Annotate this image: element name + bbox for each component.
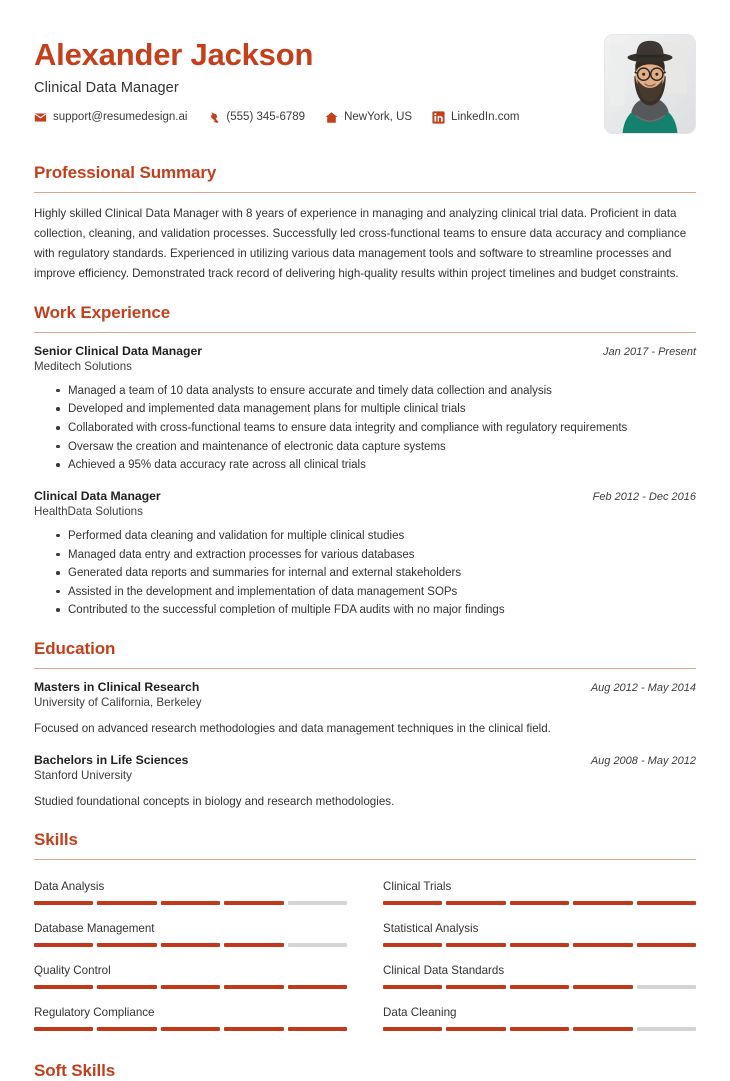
list-item: Generated data reports and summaries for internal and external stakeholders — [56, 564, 696, 583]
skill-rating-segment — [34, 1027, 93, 1031]
skill-rating-segment — [573, 943, 632, 947]
skill-name: Regulatory Compliance — [34, 1006, 155, 1020]
skill-rating-bar — [34, 985, 347, 989]
contact-phone-label: (555) 345-6789 — [226, 111, 306, 124]
professional-summary-text: Highly skilled Clinical Data Manager with 8 years of experience in managing and analyzing clinical trial data. Proficient in data collection, cleaning, and validation processes. Successfully led cross-functional teams to ensure data accuracy and compliance with regulatory standards. Experienced in utilizing various data management tools and software to streamline processes and improve efficiency. Demonstrated track record of delivering high-quality results within project timelines and budget constraints. — [34, 207, 687, 280]
section-title-soft-skills: Soft Skills — [34, 1061, 116, 1081]
skill-item — [383, 913, 696, 955]
work-entry — [34, 489, 696, 620]
contact-email-label: support@resumedesign.ai — [53, 111, 188, 124]
work-entry-bullets — [34, 527, 696, 620]
education-degree: Bachelors in Life Sciences — [34, 752, 189, 767]
skill-item — [34, 955, 347, 997]
education-entry — [34, 680, 696, 739]
skill-rating-segment — [224, 901, 283, 905]
skill-rating-segment — [288, 1027, 347, 1031]
skill-item — [34, 997, 347, 1039]
skill-rating-segment — [446, 985, 505, 989]
education-school: Stanford University — [34, 768, 132, 782]
education-entry-header — [34, 680, 696, 694]
section-divider — [34, 332, 696, 333]
section-divider — [34, 192, 696, 193]
skill-name: Data Analysis — [34, 880, 105, 894]
skill-rating-segment — [34, 943, 93, 947]
contact-row — [34, 111, 539, 124]
section-title-professional-summary: Professional Summary — [34, 163, 217, 182]
contact-location[interactable] — [325, 111, 412, 124]
skill-rating-segment — [97, 985, 156, 989]
education-entry-header — [34, 753, 696, 767]
skill-rating-segment — [288, 985, 347, 989]
skill-rating-bar — [34, 1027, 347, 1031]
section-soft-skills — [34, 1061, 696, 1081]
profile-photo — [604, 34, 696, 134]
section-skills — [34, 830, 696, 1039]
skill-item — [383, 871, 696, 913]
skill-rating-segment — [97, 901, 156, 905]
skill-rating-segment — [637, 901, 696, 905]
skill-rating-segment — [573, 1027, 632, 1031]
section-title-work-experience: Work Experience — [34, 302, 171, 322]
list-item: Developed and implemented data management plans for multiple clinical trials — [56, 400, 696, 419]
linkedin-icon — [432, 111, 445, 124]
list-item: Performed data cleaning and validation for multiple clinical studies — [56, 527, 696, 546]
skill-name: Data Cleaning — [383, 1006, 457, 1020]
education-school: University of California, Berkeley — [34, 696, 202, 709]
skill-rating-segment — [510, 901, 569, 905]
skill-name: Database Management — [34, 922, 155, 936]
skill-rating-segment — [446, 901, 505, 905]
list-item: Contributed to the successful completion of multiple FDA audits with no major findings — [56, 601, 696, 620]
work-entry-role: Senior Clinical Data Manager — [34, 343, 202, 358]
list-item: Assisted in the development and implementation of data management SOPs — [56, 583, 696, 602]
section-title-skills: Skills — [34, 830, 78, 850]
skill-rating-segment — [510, 985, 569, 989]
skill-rating-segment — [383, 943, 442, 947]
work-entry-organization: HealthData Solutions — [34, 504, 143, 518]
work-entry — [34, 344, 696, 475]
contact-linkedin[interactable] — [432, 111, 519, 124]
skill-rating-segment — [637, 1027, 696, 1031]
skill-name: Clinical Trials — [383, 880, 452, 894]
skill-item — [34, 871, 347, 913]
skill-item — [383, 955, 696, 997]
phone-icon — [207, 111, 220, 124]
education-date: Aug 2012 - May 2014 — [590, 682, 696, 694]
contact-email[interactable] — [34, 111, 187, 124]
skill-rating-segment — [637, 985, 696, 989]
skill-rating-segment — [446, 1027, 505, 1031]
skills-grid — [34, 871, 696, 1039]
skill-rating-segment — [288, 901, 347, 905]
candidate-job-title: Clinical Data Manager — [34, 79, 179, 96]
education-description: Focused on advanced research methodologies and data management techniques in the clinical field. — [34, 722, 551, 735]
skill-rating-segment — [510, 943, 569, 947]
skill-rating-segment — [34, 901, 93, 905]
skill-rating-segment — [161, 943, 220, 947]
section-title-education: Education — [34, 639, 116, 658]
education-date: Aug 2008 - May 2012 — [590, 754, 696, 767]
skill-name: Quality Control — [34, 964, 111, 978]
skill-rating-bar — [383, 985, 696, 989]
profile-photo-illustration — [605, 35, 695, 133]
contact-location-label: NewYork, US — [344, 111, 413, 124]
work-entry-date: Feb 2012 - Dec 2016 — [592, 490, 696, 503]
list-item: Achieved a 95% data accuracy rate across all clinical trials — [56, 456, 696, 475]
section-education — [34, 639, 696, 811]
skill-rating-bar — [383, 1027, 696, 1031]
skill-rating-segment — [161, 1027, 220, 1031]
skill-item — [34, 913, 347, 955]
list-item: Managed a team of 10 data analysts to ensure accurate and timely data collection and analysis — [56, 382, 696, 401]
skill-rating-segment — [510, 1027, 569, 1031]
skill-rating-bar — [383, 901, 696, 905]
contact-phone[interactable] — [207, 111, 305, 124]
home-icon — [325, 111, 338, 124]
skill-rating-segment — [573, 985, 632, 989]
skill-rating-segment — [97, 943, 156, 947]
skill-rating-bar — [34, 901, 347, 905]
skill-rating-segment — [383, 1027, 442, 1031]
skill-rating-segment — [224, 1027, 283, 1031]
candidate-name: Alexander Jackson — [34, 37, 314, 72]
list-item: Managed data entry and extraction processes for various databases — [56, 546, 696, 565]
list-item: Oversaw the creation and maintenance of electronic data capture systems — [56, 438, 696, 457]
section-divider — [34, 668, 696, 669]
skill-name: Statistical Analysis — [383, 922, 479, 936]
list-item: Collaborated with cross-functional teams to ensure data integrity and compliance with regulatory requirements — [56, 419, 696, 438]
skill-rating-segment — [161, 901, 220, 905]
skill-rating-bar — [383, 943, 696, 947]
work-entry-header — [34, 344, 696, 358]
skill-rating-segment — [97, 1027, 156, 1031]
skill-rating-segment — [573, 901, 632, 905]
skill-rating-segment — [383, 901, 442, 905]
resume-header — [34, 34, 696, 144]
header-text-block — [34, 34, 539, 124]
section-work-experience — [34, 303, 696, 620]
skill-rating-segment — [637, 943, 696, 947]
skill-name: Clinical Data Standards — [383, 964, 505, 978]
skill-rating-bar — [34, 943, 347, 947]
work-entry-role: Clinical Data Manager — [34, 488, 161, 503]
skill-item — [383, 997, 696, 1039]
contact-linkedin-label: LinkedIn.com — [451, 111, 520, 124]
education-entry — [34, 753, 696, 812]
work-entry-header — [34, 489, 696, 503]
section-professional-summary — [34, 163, 696, 284]
envelope-icon — [34, 111, 47, 124]
skill-rating-segment — [446, 943, 505, 947]
work-entry-organization: Meditech Solutions — [34, 359, 132, 373]
skill-rating-segment — [288, 943, 347, 947]
skill-rating-segment — [383, 985, 442, 989]
education-description: Studied foundational concepts in biology and research methodologies. — [34, 794, 395, 808]
skill-rating-segment — [34, 985, 93, 989]
skill-rating-segment — [161, 985, 220, 989]
section-divider — [34, 859, 696, 860]
education-degree: Masters in Clinical Research — [34, 680, 200, 694]
work-entry-bullets — [34, 382, 696, 475]
skill-rating-segment — [224, 985, 283, 989]
skill-rating-segment — [224, 943, 283, 947]
work-entry-date: Jan 2017 - Present — [603, 345, 696, 358]
